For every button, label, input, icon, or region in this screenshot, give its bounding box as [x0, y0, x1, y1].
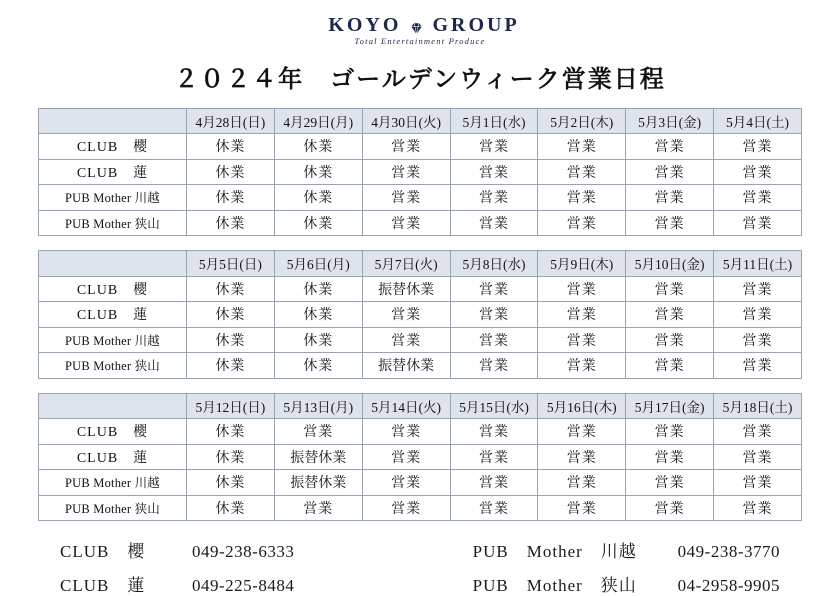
status-open: 営業 [538, 327, 626, 353]
date-header-cell: 5月11日(土) [714, 251, 802, 277]
shop-name-cell: CLUB 蓮 [39, 444, 187, 470]
status-open: 営業 [714, 444, 802, 470]
table-header-row [39, 393, 802, 419]
status-open: 営業 [714, 276, 802, 302]
header-corner-cell [39, 393, 187, 419]
status-closed: 休業 [274, 210, 362, 236]
status-closed: 休業 [187, 353, 275, 379]
table-row [39, 185, 802, 211]
contact-shop-name: CLUB 蓮 [60, 576, 146, 595]
status-open: 営業 [714, 353, 802, 379]
diamond-icon [409, 19, 424, 34]
status-open: 営業 [626, 134, 714, 160]
date-header-cell: 5月1日(水) [450, 108, 538, 134]
status-open: 営業 [626, 302, 714, 328]
status-open: 営業 [450, 134, 538, 160]
status-open: 営業 [450, 353, 538, 379]
status-open: 営業 [362, 302, 450, 328]
date-header-cell: 5月18日(土) [714, 393, 802, 419]
status-closed: 休業 [187, 185, 275, 211]
contact-phone-number[interactable]: 049-238-3770 [677, 542, 780, 561]
date-header-cell: 4月28日(日) [187, 108, 275, 134]
header-corner-cell [39, 251, 187, 277]
table-row [39, 419, 802, 445]
contact-row [473, 537, 780, 562]
date-header-cell: 5月10日(金) [626, 251, 714, 277]
brand-tagline: Total Entertainment Produce [354, 35, 486, 46]
status-open: 営業 [538, 353, 626, 379]
status-open: 営業 [362, 470, 450, 496]
status-open: 営業 [450, 444, 538, 470]
status-open: 営業 [538, 444, 626, 470]
status-open: 営業 [450, 327, 538, 353]
date-header-cell: 5月6日(月) [274, 251, 362, 277]
contact-shop-name: CLUB 櫻 [60, 542, 146, 561]
status-closed: 休業 [274, 302, 362, 328]
status-substitute-holiday: 振替休業 [362, 353, 450, 379]
shop-name-cell: PUB Mother 狭山 [39, 353, 187, 379]
brand-name-line [320, 14, 519, 37]
status-open: 営業 [714, 419, 802, 445]
contact-row [473, 571, 780, 596]
status-open: 営業 [450, 470, 538, 496]
status-open: 営業 [450, 159, 538, 185]
date-header-cell: 4月30日(火) [362, 108, 450, 134]
contact-row [60, 537, 294, 562]
status-closed: 休業 [274, 159, 362, 185]
status-open: 営業 [538, 495, 626, 521]
contact-phone-number[interactable]: 049-225-8484 [192, 576, 295, 595]
status-open: 営業 [714, 302, 802, 328]
date-header-cell: 5月2日(木) [538, 108, 626, 134]
shop-name-cell: CLUB 櫻 [39, 419, 187, 445]
status-open: 営業 [626, 353, 714, 379]
status-open: 営業 [538, 470, 626, 496]
status-closed: 休業 [187, 134, 275, 160]
table-row [39, 134, 802, 160]
status-closed: 休業 [187, 495, 275, 521]
date-header-cell: 5月12日(日) [187, 393, 275, 419]
status-open: 営業 [626, 444, 714, 470]
table-row [39, 444, 802, 470]
status-open: 営業 [450, 210, 538, 236]
status-open: 営業 [626, 495, 714, 521]
status-open: 営業 [274, 419, 362, 445]
schedule-table [38, 108, 802, 237]
status-closed: 休業 [187, 419, 275, 445]
shop-name-cell: PUB Mother 川越 [39, 185, 187, 211]
table-row [39, 353, 802, 379]
status-open: 営業 [538, 134, 626, 160]
shop-name-cell: CLUB 櫻 [39, 134, 187, 160]
status-substitute-holiday: 振替休業 [362, 276, 450, 302]
status-open: 営業 [538, 419, 626, 445]
status-closed: 休業 [274, 134, 362, 160]
table-header-row [39, 251, 802, 277]
date-header-cell: 5月15日(水) [450, 393, 538, 419]
status-open: 営業 [538, 210, 626, 236]
status-closed: 休業 [187, 444, 275, 470]
table-row [39, 276, 802, 302]
status-open: 営業 [714, 470, 802, 496]
date-header-cell: 5月3日(金) [626, 108, 714, 134]
schedule-tables [0, 108, 840, 522]
status-closed: 休業 [274, 327, 362, 353]
date-header-cell: 5月14日(火) [362, 393, 450, 419]
date-header-cell: 5月4日(土) [714, 108, 802, 134]
brand-logo [0, 0, 840, 46]
status-open: 営業 [450, 185, 538, 211]
contact-shop-name: PUB Mother 川越 [472, 542, 637, 561]
shop-name-cell: PUB Mother 川越 [39, 470, 187, 496]
date-header-cell: 5月8日(水) [450, 251, 538, 277]
status-open: 営業 [362, 134, 450, 160]
status-open: 営業 [626, 327, 714, 353]
status-substitute-holiday: 振替休業 [274, 444, 362, 470]
schedule-table [38, 393, 802, 522]
contact-section [0, 537, 840, 596]
status-open: 営業 [714, 327, 802, 353]
status-open: 営業 [450, 419, 538, 445]
contact-column-left [60, 537, 294, 596]
status-closed: 休業 [274, 276, 362, 302]
status-open: 営業 [538, 159, 626, 185]
date-header-cell: 5月16日(木) [538, 393, 626, 419]
status-open: 営業 [274, 495, 362, 521]
contact-column-right [473, 537, 780, 596]
contact-row [60, 571, 294, 596]
schedule-table [38, 250, 802, 379]
status-closed: 休業 [187, 302, 275, 328]
shop-name-cell: PUB Mother 狭山 [39, 210, 187, 236]
status-open: 営業 [626, 470, 714, 496]
status-open: 営業 [538, 302, 626, 328]
status-open: 営業 [714, 159, 802, 185]
status-open: 営業 [626, 419, 714, 445]
status-closed: 休業 [187, 210, 275, 236]
status-closed: 休業 [274, 353, 362, 379]
table-row [39, 327, 802, 353]
status-open: 営業 [450, 302, 538, 328]
status-open: 営業 [626, 159, 714, 185]
status-open: 営業 [362, 210, 450, 236]
table-row [39, 210, 802, 236]
status-open: 営業 [362, 185, 450, 211]
table-row [39, 495, 802, 521]
shop-name-cell: CLUB 櫻 [39, 276, 187, 302]
shop-name-cell: CLUB 蓮 [39, 302, 187, 328]
status-open: 営業 [626, 210, 714, 236]
status-open: 営業 [362, 495, 450, 521]
status-open: 営業 [626, 276, 714, 302]
status-substitute-holiday: 振替休業 [274, 470, 362, 496]
table-row [39, 470, 802, 496]
table-row [39, 159, 802, 185]
status-closed: 休業 [187, 276, 275, 302]
date-header-cell: 5月17日(金) [626, 393, 714, 419]
page-title: ２０２４年 ゴールデンウィーク営業日程 [174, 66, 666, 93]
date-header-cell: 5月5日(日) [187, 251, 275, 277]
status-open: 営業 [714, 134, 802, 160]
shop-name-cell: PUB Mother 狭山 [39, 495, 187, 521]
contact-shop-name: PUB Mother 狭山 [472, 576, 637, 595]
date-header-cell: 5月7日(火) [362, 251, 450, 277]
brand-word-koyo: KOYO [328, 13, 402, 36]
status-closed: 休業 [187, 470, 275, 496]
status-open: 営業 [450, 495, 538, 521]
shop-name-cell: PUB Mother 川越 [39, 327, 187, 353]
table-header-row [39, 108, 802, 134]
brand-word-group: GROUP [432, 13, 520, 36]
status-open: 営業 [714, 495, 802, 521]
status-open: 営業 [714, 185, 802, 211]
status-closed: 休業 [274, 185, 362, 211]
status-closed: 休業 [187, 327, 275, 353]
status-open: 営業 [538, 276, 626, 302]
date-header-cell: 5月13日(月) [274, 393, 362, 419]
status-open: 営業 [362, 159, 450, 185]
status-open: 営業 [626, 185, 714, 211]
status-open: 営業 [714, 210, 802, 236]
status-closed: 休業 [187, 159, 275, 185]
contact-phone-number[interactable]: 04-2958-9905 [677, 576, 780, 595]
status-open: 営業 [538, 185, 626, 211]
contact-phone-number[interactable]: 049-238-6333 [192, 542, 295, 561]
table-row [39, 302, 802, 328]
date-header-cell: 4月29日(月) [274, 108, 362, 134]
status-open: 営業 [362, 444, 450, 470]
status-open: 営業 [362, 327, 450, 353]
date-header-cell: 5月9日(木) [538, 251, 626, 277]
status-open: 営業 [362, 419, 450, 445]
header-corner-cell [39, 108, 187, 134]
status-open: 営業 [450, 276, 538, 302]
shop-name-cell: CLUB 蓮 [39, 159, 187, 185]
